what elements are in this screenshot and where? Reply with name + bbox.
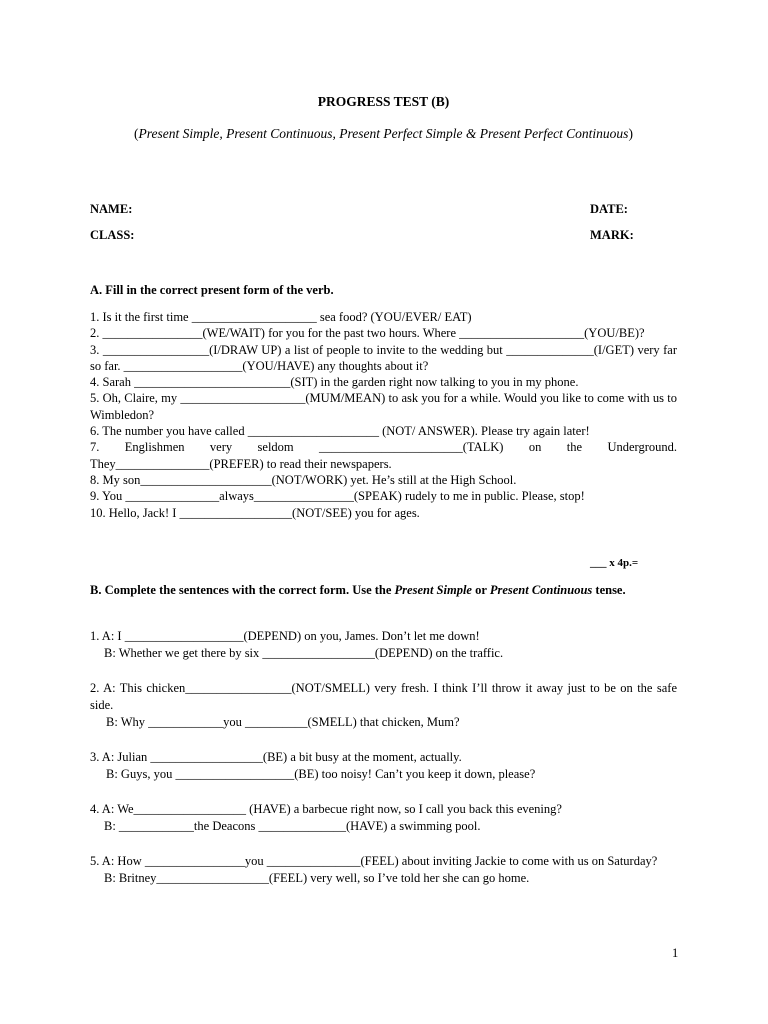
exercise-item: 4. Sarah _________________________(SIT) in the garden right now talking to you in my phone.	[90, 375, 579, 390]
test-title: PROGRESS TEST (B)	[317, 94, 450, 109]
section-a-exercise	[90, 309, 677, 521]
dialogue-line-b: B: Britney__________________(FEEL) very well, so I’ve told her she can go home.	[104, 871, 530, 885]
dialogue-line-a: 3. A: Julian __________________(BE) a bit busy at the moment, actually.	[90, 750, 462, 764]
section-b-heading: B. Complete the sentences with the correct form. Use the Present Simple or Present Continuous tense.	[90, 583, 626, 597]
mark-field: MARK:	[590, 228, 634, 242]
section-a-score: ___ x 4p.=	[590, 557, 639, 569]
section-a-heading: A. Fill in the correct present form of the verb.	[90, 283, 334, 297]
dialogue-item	[90, 628, 677, 662]
dialogue-line-b: B: Guys, you ___________________(BE) too noisy! Can’t you keep it down, please?	[106, 767, 536, 781]
dialogue-line-b: B: Whether we get there by six __________________(DEPEND) on the traffic.	[104, 646, 504, 660]
dialogue-item	[90, 680, 677, 731]
test-subtitle: (Present Simple, Present Continuous, Present Perfect Simple & Present Perfect Continuous)	[134, 126, 633, 141]
tenses-list: Present Simple, Present Continuous, Present Perfect Simple & Present Perfect Continuous	[138, 126, 629, 141]
dialogue-line-a: 1. A: I ___________________(DEPEND) on you, James. Don’t let me down!	[90, 629, 480, 643]
exercise-item: 6. The number you have called _____________________ (NOT/ ANSWER). Please try again later!	[90, 424, 590, 439]
exercise-item: 10. Hello, Jack! I __________________(NOT/SEE) you for ages.	[90, 505, 420, 520]
exercise-item: 1. Is it the first time ____________________ sea food? (YOU/EVER/ EAT)	[90, 310, 472, 324]
exercise-item: 8. My son_____________________(NOT/WORK) yet. He’s still at the High School.	[90, 472, 517, 487]
dialogue-item	[90, 801, 677, 835]
dialogue-item	[90, 853, 677, 887]
exercise-item: 9. You _______________always________________(SPEAK) rudely to me in public. Please, stop!	[90, 489, 585, 504]
dialogue-line-a: 4. A: We__________________ (HAVE) a barbecue right now, so I call you back this evening?	[90, 802, 562, 816]
dialogue-line-b: B: ____________the Deacons ______________(HAVE) a swimming pool.	[104, 819, 481, 833]
dialogue-line-a: 2. A: This chicken_________________(NOT/SMELL) very fresh. I think I’ll throw it away just to be on the safe side.	[90, 681, 677, 712]
exercise-item: 7. Englishmen very seldom _______________________(TALK) on the Underground. They_______________(PREFER) to read their newspapers.	[90, 440, 677, 471]
page-number: 1	[672, 946, 679, 960]
dialogue-item	[90, 749, 677, 783]
dialogue-line-b: B: Why ____________you __________(SMELL) that chicken, Mum?	[106, 715, 460, 729]
dialogue-line-a: 5. A: How ________________you _______________(FEEL) about inviting Jackie to come with us on Saturday?	[90, 854, 658, 868]
class-field: CLASS:	[90, 228, 135, 242]
exercise-item: 5. Oh, Claire, my ____________________(MUM/MEAN) to ask you for a while. Would you like to come with us to Wimbledon?	[90, 391, 677, 422]
date-field: DATE:	[590, 202, 628, 216]
section-b-exercise	[90, 628, 677, 887]
exercise-item: 3. _________________(I/DRAW UP) a list of people to invite to the wedding but ______________(I/GET) very far so far. ___________________(YOU/HAVE) any thoughts about it?	[90, 342, 677, 373]
name-field: NAME:	[90, 202, 133, 216]
exercise-item: 2. ________________(WE/WAIT) for you for the past two hours. Where ____________________(YOU/BE)?	[90, 326, 645, 341]
